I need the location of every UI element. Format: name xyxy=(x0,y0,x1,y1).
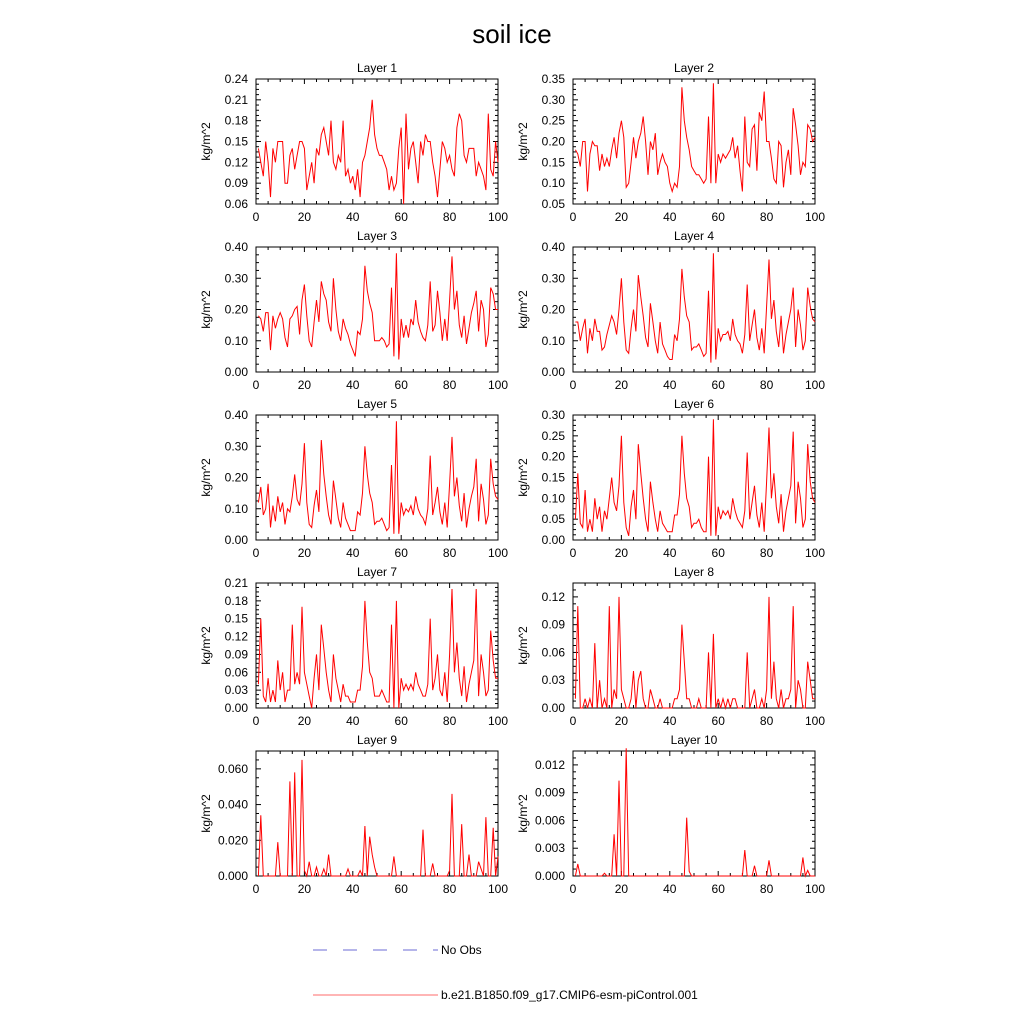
x-tick-label: 0 xyxy=(252,714,260,728)
y-tick-label: 0.06 xyxy=(541,645,565,660)
y-tick-label: 0.10 xyxy=(541,333,565,348)
y-axis-label: kg/m^2 xyxy=(199,794,213,833)
y-tick-label: 0.40 xyxy=(541,240,565,254)
y-tick-label: 0.20 xyxy=(224,470,248,485)
panel-title: Layer 5 xyxy=(356,397,398,411)
x-tick-label: 60 xyxy=(711,714,725,728)
y-tick-label: 0.12 xyxy=(224,629,248,644)
plot-frame xyxy=(573,247,815,372)
series-line-0 xyxy=(258,253,498,359)
x-tick-label: 40 xyxy=(663,210,677,224)
y-tick-label: 0.003 xyxy=(534,841,565,856)
y-tick-label: 0.20 xyxy=(541,449,565,464)
panel-layer-3 xyxy=(199,229,508,392)
x-tick-label: 100 xyxy=(804,714,826,728)
panel-title: Layer 3 xyxy=(356,229,398,243)
y-tick-label: 0.009 xyxy=(534,785,565,800)
y-tick-label: 0.15 xyxy=(541,155,565,170)
x-tick-label: 80 xyxy=(442,714,457,728)
y-tick-label: 0.30 xyxy=(224,439,248,454)
panel-title: Layer 10 xyxy=(670,733,718,747)
legend-label-no-obs: No Obs xyxy=(441,943,482,957)
y-tick-label: 0.020 xyxy=(217,833,248,848)
y-tick-label: 0.05 xyxy=(541,512,565,527)
panel-layer-1 xyxy=(199,61,508,224)
y-tick-label: 0.18 xyxy=(224,593,248,608)
y-tick-label: 0.30 xyxy=(224,271,248,286)
y-tick-label: 0.006 xyxy=(534,813,565,828)
panel-layer-2 xyxy=(516,61,825,224)
y-tick-label: 0.00 xyxy=(224,365,248,379)
panel-title: Layer 2 xyxy=(673,61,715,75)
y-tick-label: 0.15 xyxy=(224,134,248,149)
panel-layer-6 xyxy=(516,397,825,560)
panel-title: Layer 8 xyxy=(673,565,715,579)
y-tick-label: 0.012 xyxy=(534,757,565,772)
legend xyxy=(313,943,698,1002)
x-tick-label: 100 xyxy=(487,714,509,728)
x-tick-label: 100 xyxy=(804,210,826,224)
plot-frame xyxy=(256,583,498,708)
y-tick-label: 0.09 xyxy=(224,647,248,662)
x-tick-label: 60 xyxy=(711,882,725,896)
y-tick-label: 0.00 xyxy=(541,701,565,715)
x-tick-label: 0 xyxy=(252,882,260,896)
x-tick-label: 60 xyxy=(711,546,725,560)
plot-frame xyxy=(256,247,498,372)
x-tick-label: 40 xyxy=(663,546,677,560)
y-tick-label: 0.20 xyxy=(541,302,565,317)
x-tick-label: 80 xyxy=(759,378,774,392)
x-tick-label: 80 xyxy=(759,882,774,896)
x-tick-label: 40 xyxy=(663,882,677,896)
series-line-0 xyxy=(575,83,815,191)
y-axis-label: kg/m^2 xyxy=(199,290,213,329)
x-tick-label: 80 xyxy=(442,378,457,392)
panel-layer-8 xyxy=(516,565,825,728)
plot-frame xyxy=(573,751,815,876)
series-line-0 xyxy=(575,597,815,708)
x-tick-label: 20 xyxy=(297,546,312,560)
series-line-0 xyxy=(258,589,498,708)
panel-grid xyxy=(199,61,825,896)
x-tick-label: 20 xyxy=(297,882,312,896)
series-line-0 xyxy=(258,760,498,876)
y-tick-label: 0.09 xyxy=(541,617,565,632)
figure-title: soil ice xyxy=(472,19,552,49)
x-tick-label: 80 xyxy=(759,546,774,560)
x-tick-label: 60 xyxy=(394,546,408,560)
plot-frame xyxy=(573,583,815,708)
y-tick-label: 0.05 xyxy=(541,197,565,211)
x-tick-label: 40 xyxy=(346,210,360,224)
x-tick-label: 40 xyxy=(663,714,677,728)
x-tick-label: 80 xyxy=(759,714,774,728)
x-tick-label: 60 xyxy=(394,714,408,728)
series-line-0 xyxy=(258,100,498,204)
x-tick-label: 0 xyxy=(569,546,577,560)
x-tick-label: 0 xyxy=(569,378,577,392)
x-tick-label: 100 xyxy=(487,210,509,224)
x-tick-label: 20 xyxy=(614,210,629,224)
x-tick-label: 60 xyxy=(394,378,408,392)
x-tick-label: 20 xyxy=(614,378,629,392)
legend-label-model: b.e21.B1850.f09_g17.CMIP6-esm-piControl.001 xyxy=(441,988,698,1002)
y-tick-label: 0.09 xyxy=(224,176,248,191)
y-tick-label: 0.15 xyxy=(541,470,565,485)
x-tick-label: 100 xyxy=(487,882,509,896)
series-line-0 xyxy=(575,253,815,362)
y-tick-label: 0.10 xyxy=(224,333,248,348)
y-tick-label: 0.10 xyxy=(541,491,565,506)
y-tick-label: 0.06 xyxy=(224,197,248,211)
y-tick-label: 0.30 xyxy=(541,92,565,107)
y-tick-label: 0.20 xyxy=(541,134,565,149)
x-tick-label: 20 xyxy=(614,882,629,896)
x-tick-label: 0 xyxy=(569,714,577,728)
x-tick-label: 0 xyxy=(252,210,260,224)
x-tick-label: 100 xyxy=(804,546,826,560)
plot-frame xyxy=(256,79,498,204)
x-tick-label: 40 xyxy=(346,714,360,728)
y-tick-label: 0.12 xyxy=(224,155,248,170)
y-tick-label: 0.20 xyxy=(224,302,248,317)
y-tick-label: 0.00 xyxy=(224,533,248,547)
x-tick-label: 40 xyxy=(346,882,360,896)
series-line-0 xyxy=(575,748,815,876)
x-tick-label: 80 xyxy=(442,882,457,896)
x-tick-label: 20 xyxy=(614,714,629,728)
x-tick-label: 40 xyxy=(346,546,360,560)
x-tick-label: 0 xyxy=(569,210,577,224)
y-tick-label: 0.000 xyxy=(534,869,565,883)
x-tick-label: 100 xyxy=(804,882,826,896)
panel-layer-7 xyxy=(199,565,508,728)
y-tick-label: 0.000 xyxy=(217,869,248,883)
x-tick-label: 80 xyxy=(442,546,457,560)
x-tick-label: 20 xyxy=(614,546,629,560)
y-tick-label: 0.060 xyxy=(217,761,248,776)
series-line-0 xyxy=(258,421,498,534)
x-tick-label: 60 xyxy=(711,210,725,224)
x-tick-label: 100 xyxy=(487,546,509,560)
y-tick-label: 0.40 xyxy=(224,408,248,422)
x-tick-label: 20 xyxy=(297,714,312,728)
y-tick-label: 0.25 xyxy=(541,428,565,443)
panel-layer-5 xyxy=(199,397,508,560)
y-axis-label: kg/m^2 xyxy=(516,794,530,833)
x-tick-label: 40 xyxy=(663,378,677,392)
y-axis-label: kg/m^2 xyxy=(516,458,530,497)
y-tick-label: 0.30 xyxy=(541,271,565,286)
x-tick-label: 100 xyxy=(804,378,826,392)
y-tick-label: 0.25 xyxy=(541,113,565,128)
y-axis-label: kg/m^2 xyxy=(516,626,530,665)
y-tick-label: 0.15 xyxy=(224,611,248,626)
panel-title: Layer 1 xyxy=(356,61,398,75)
y-tick-label: 0.18 xyxy=(224,113,248,128)
x-tick-label: 20 xyxy=(297,210,312,224)
y-tick-label: 0.10 xyxy=(224,501,248,516)
y-axis-label: kg/m^2 xyxy=(516,290,530,329)
panel-title: Layer 4 xyxy=(673,229,715,243)
y-axis-label: kg/m^2 xyxy=(199,458,213,497)
x-tick-label: 60 xyxy=(711,378,725,392)
y-tick-label: 0.21 xyxy=(224,92,248,107)
x-tick-label: 20 xyxy=(297,378,312,392)
y-tick-label: 0.03 xyxy=(541,673,565,688)
x-tick-label: 0 xyxy=(252,378,260,392)
y-axis-label: kg/m^2 xyxy=(516,122,530,161)
panel-layer-4 xyxy=(516,229,825,392)
panel-title: Layer 9 xyxy=(356,733,398,747)
panel-title: Layer 7 xyxy=(356,565,398,579)
y-tick-label: 0.03 xyxy=(224,683,248,698)
y-tick-label: 0.30 xyxy=(541,408,565,422)
x-tick-label: 80 xyxy=(759,210,774,224)
x-tick-label: 0 xyxy=(252,546,260,560)
panel-layer-10 xyxy=(516,733,825,896)
y-axis-label: kg/m^2 xyxy=(199,626,213,665)
x-tick-label: 40 xyxy=(346,378,360,392)
y-tick-label: 0.040 xyxy=(217,797,248,812)
panel-title: Layer 6 xyxy=(673,397,715,411)
y-tick-label: 0.24 xyxy=(224,72,248,86)
y-tick-label: 0.10 xyxy=(541,176,565,191)
panel-layer-9 xyxy=(199,733,508,896)
y-tick-label: 0.21 xyxy=(224,576,248,590)
y-tick-label: 0.00 xyxy=(541,533,565,547)
y-tick-label: 0.12 xyxy=(541,589,565,604)
y-tick-label: 0.06 xyxy=(224,665,248,680)
x-tick-label: 60 xyxy=(394,210,408,224)
y-tick-label: 0.00 xyxy=(541,365,565,379)
x-tick-label: 60 xyxy=(394,882,408,896)
y-tick-label: 0.00 xyxy=(224,701,248,715)
y-tick-label: 0.35 xyxy=(541,72,565,86)
y-tick-label: 0.40 xyxy=(224,240,248,254)
y-axis-label: kg/m^2 xyxy=(199,122,213,161)
x-tick-label: 0 xyxy=(569,882,577,896)
x-tick-label: 80 xyxy=(442,210,457,224)
series-line-0 xyxy=(575,419,815,536)
x-tick-label: 100 xyxy=(487,378,509,392)
